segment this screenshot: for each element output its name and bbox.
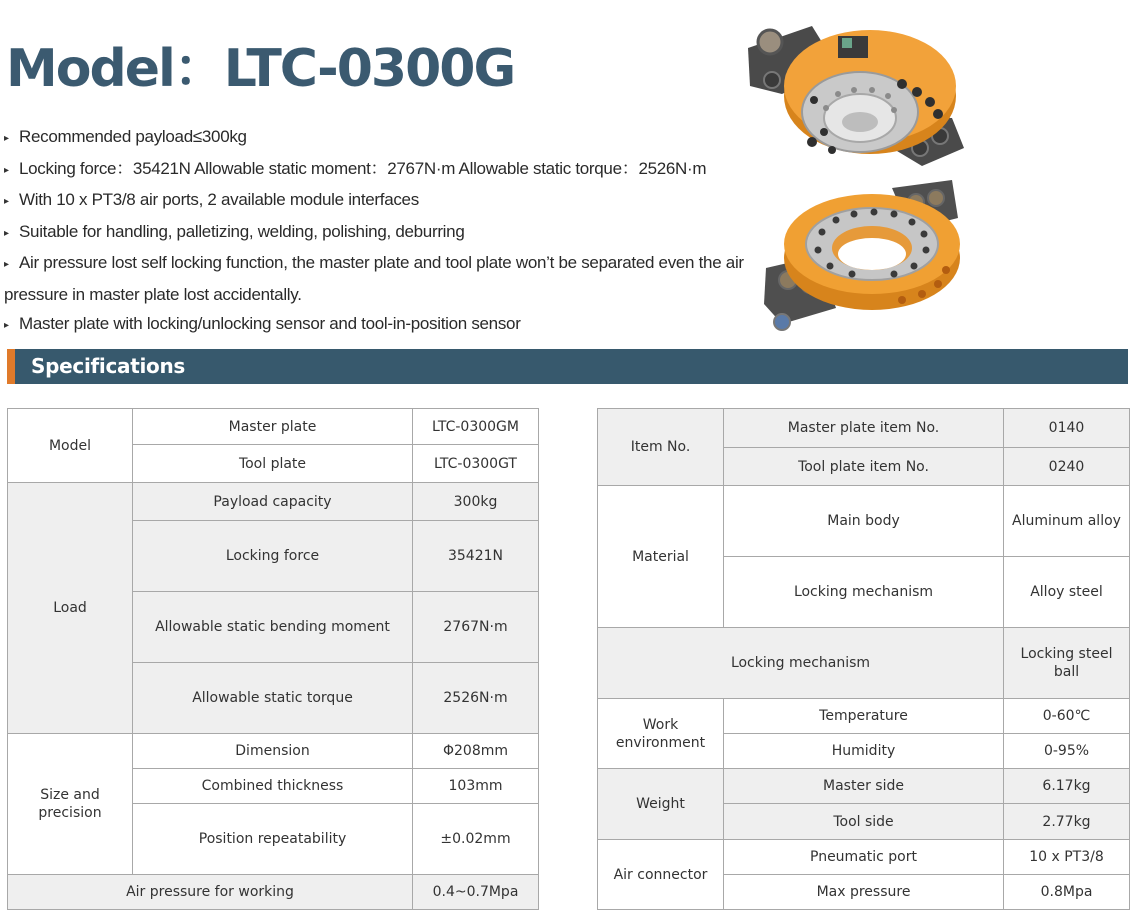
tool-plate-illustration [764, 180, 960, 330]
table-row [8, 734, 539, 769]
spec-value: 0-95% [1004, 734, 1130, 769]
spec-value: ±0.02mm [413, 804, 539, 875]
spec-value: LTC-0300GM [413, 409, 539, 445]
spec-value: Alloy steel [1004, 557, 1130, 628]
group-cell-weight: Weight [598, 769, 724, 840]
feature-item: ▸ Recommended payload≤300kg [4, 122, 744, 154]
group-cell-material: Material [598, 486, 724, 628]
feature-item: ▸ With 10 x PT3/8 air ports, 2 available module interfaces [4, 185, 744, 217]
spec-label: Locking mechanism [724, 557, 1004, 628]
spec-label: Combined thickness [133, 769, 413, 804]
table-row [8, 409, 539, 445]
table-row [598, 409, 1130, 448]
feature-item: ▸ Air pressure lost self locking function, the master plate and tool plate won’t be separated even the air pressure in master plate lost accidentally. [4, 248, 744, 309]
spec-label: Payload capacity [133, 483, 413, 521]
group-cell-work-environment: Work environment [598, 699, 724, 769]
spec-label: Master plate item No. [724, 409, 1004, 448]
spec-label: Locking mechanism [598, 628, 1004, 699]
spec-value: 0.4~0.7Mpa [413, 875, 539, 910]
spec-label: Master plate [133, 409, 413, 445]
spec-value: Locking steel ball [1004, 628, 1130, 699]
feature-list [4, 122, 744, 341]
bullet-icon: ▸ [4, 133, 9, 144]
spec-label: Allowable static torque [133, 663, 413, 734]
spec-value: Φ208mm [413, 734, 539, 769]
spec-value: 2767N·m [413, 592, 539, 663]
feature-item: ▸ Suitable for handling, palletizing, welding, polishing, deburring [4, 217, 744, 249]
product-image [742, 8, 976, 338]
table-row [598, 699, 1130, 734]
table-row [8, 483, 539, 521]
spec-value: 0240 [1004, 448, 1130, 486]
spec-value: 2.77kg [1004, 804, 1130, 840]
spec-value: 2526N·m [413, 663, 539, 734]
bullet-icon: ▸ [4, 320, 9, 331]
spec-label: Air pressure for working [8, 875, 413, 910]
spec-label: Pneumatic port [724, 840, 1004, 875]
spec-label: Dimension [133, 734, 413, 769]
spec-value: 6.17kg [1004, 769, 1130, 804]
spec-label: Main body [724, 486, 1004, 557]
spec-label: Tool side [724, 804, 1004, 840]
feature-item: ▸ Locking force：35421N Allowable static moment：2767N·m Allowable static torque：2526N·m [4, 154, 744, 186]
section-title: Specifications [31, 354, 186, 378]
spec-table-left [7, 408, 539, 910]
bullet-icon: ▸ [4, 196, 9, 207]
spec-value: 35421N [413, 521, 539, 592]
spec-value: Aluminum alloy [1004, 486, 1130, 557]
group-cell-air-connector: Air connector [598, 840, 724, 910]
page-title: Model：LTC-0300G [6, 39, 515, 99]
spec-table-right [597, 408, 1130, 910]
group-cell-model: Model [8, 409, 133, 483]
spec-value: 10 x PT3/8 [1004, 840, 1130, 875]
spec-label: Tool plate [133, 445, 413, 483]
spec-label: Allowable static bending moment [133, 592, 413, 663]
spec-label: Position repeatability [133, 804, 413, 875]
bullet-icon: ▸ [4, 227, 9, 239]
master-plate-illustration [748, 26, 964, 166]
spec-value: 300kg [413, 483, 539, 521]
spec-value: LTC-0300GT [413, 445, 539, 483]
bullet-icon: ▸ [4, 164, 9, 176]
spec-value: 103mm [413, 769, 539, 804]
table-row [598, 769, 1130, 804]
spec-label: Master side [724, 769, 1004, 804]
spec-label: Temperature [724, 699, 1004, 734]
spec-label: Locking force [133, 521, 413, 592]
table-row [598, 628, 1130, 699]
spec-value: 0-60℃ [1004, 699, 1130, 734]
table-row [598, 840, 1130, 875]
spec-label: Tool plate item No. [724, 448, 1004, 486]
spec-label: Max pressure [724, 875, 1004, 910]
table-row [8, 875, 539, 910]
specifications-header [7, 349, 1128, 384]
spec-value: 0.8Mpa [1004, 875, 1130, 910]
group-cell-item-no: Item No. [598, 409, 724, 486]
bullet-icon: ▸ [4, 259, 9, 270]
spec-label: Humidity [724, 734, 1004, 769]
table-row [598, 486, 1130, 557]
spec-value: 0140 [1004, 409, 1130, 448]
group-cell-size: Size and precision [8, 734, 133, 875]
feature-item: ▸ Master plate with locking/unlocking sensor and tool-in-position sensor [4, 309, 744, 341]
group-cell-load: Load [8, 483, 133, 734]
accent-bar [7, 349, 15, 384]
